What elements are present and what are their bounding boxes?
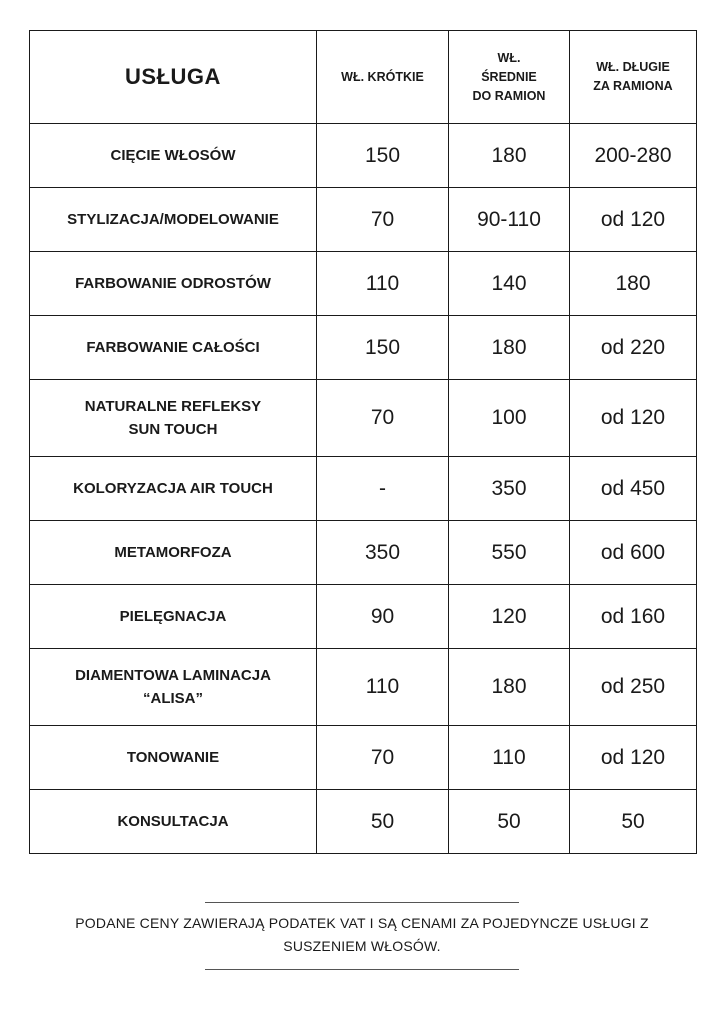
footer-divider-bottom xyxy=(205,969,519,970)
header-medium-line: ŚREDNIE xyxy=(481,69,537,84)
service-name xyxy=(30,521,317,585)
service-name xyxy=(30,252,317,316)
service-name-line: NATURALNE REFLEKSY xyxy=(84,398,262,415)
price-short: 70 xyxy=(317,188,449,252)
price-medium: 120 xyxy=(449,585,570,649)
service-name-line: STYLIZACJA/MODELOWANIE xyxy=(67,211,279,228)
price-long: od 220 xyxy=(570,316,697,380)
price-short: 350 xyxy=(317,521,449,585)
price-long: od 450 xyxy=(570,457,697,521)
table-header-row xyxy=(30,31,697,124)
service-name-line: FARBOWANIE CAŁOŚCI xyxy=(86,339,260,356)
service-name-line: SUN TOUCH xyxy=(128,421,218,438)
service-name xyxy=(30,316,317,380)
price-long: od 120 xyxy=(570,188,697,252)
price-long: od 250 xyxy=(570,649,697,726)
price-medium: 90-110 xyxy=(449,188,570,252)
price-long: 200-280 xyxy=(570,124,697,188)
service-name-line: KOLORYZACJA AIR TOUCH xyxy=(73,480,273,497)
table-row xyxy=(30,380,697,457)
price-short: 70 xyxy=(317,380,449,457)
service-name-line: CIĘCIE WŁOSÓW xyxy=(110,147,236,164)
table-row xyxy=(30,585,697,649)
price-medium: 50 xyxy=(449,790,570,854)
header-short-hair xyxy=(317,31,449,124)
header-medium-line: DO RAMION xyxy=(472,88,546,103)
service-name xyxy=(30,124,317,188)
table-row xyxy=(30,457,697,521)
price-short: 110 xyxy=(317,649,449,726)
price-short: - xyxy=(317,457,449,521)
price-long: od 600 xyxy=(570,521,697,585)
header-short-line: WŁ. KRÓTKIE xyxy=(341,69,424,84)
service-name-line: FARBOWANIE ODROSTÓW xyxy=(75,275,271,292)
service-name xyxy=(30,457,317,521)
price-short: 110 xyxy=(317,252,449,316)
table-row xyxy=(30,188,697,252)
price-medium: 550 xyxy=(449,521,570,585)
price-short: 150 xyxy=(317,124,449,188)
service-name-line: METAMORFOZA xyxy=(114,544,232,561)
price-long: 50 xyxy=(570,790,697,854)
service-name xyxy=(30,649,317,726)
price-medium: 180 xyxy=(449,124,570,188)
service-name-line: TONOWANIE xyxy=(126,749,220,766)
service-name-line: “ALISA” xyxy=(143,690,203,707)
service-name-line: DIAMENTOWA LAMINACJA xyxy=(75,667,271,684)
price-long: od 120 xyxy=(570,380,697,457)
table-row xyxy=(30,316,697,380)
price-short: 150 xyxy=(317,316,449,380)
table-row xyxy=(30,124,697,188)
price-table xyxy=(29,30,697,854)
service-name xyxy=(30,726,317,790)
footer-note-line: SUSZENIEM WŁOSÓW. xyxy=(283,938,441,954)
service-name xyxy=(30,585,317,649)
price-long: 180 xyxy=(570,252,697,316)
header-long-line: WŁ. DŁUGIE xyxy=(596,60,670,74)
service-name xyxy=(30,188,317,252)
price-medium: 110 xyxy=(449,726,570,790)
service-name xyxy=(30,790,317,854)
table-row xyxy=(30,252,697,316)
price-long: od 160 xyxy=(570,585,697,649)
header-long-line: ZA RAMIONA xyxy=(593,79,673,93)
service-name xyxy=(30,380,317,457)
service-name-line: PIELĘGNACJA xyxy=(119,608,227,625)
price-medium: 180 xyxy=(449,316,570,380)
table-row xyxy=(30,790,697,854)
footer-divider-top xyxy=(205,902,519,903)
price-medium: 140 xyxy=(449,252,570,316)
price-short: 50 xyxy=(317,790,449,854)
header-medium-line: WŁ. xyxy=(497,50,521,65)
table-row xyxy=(30,649,697,726)
price-short: 90 xyxy=(317,585,449,649)
price-medium: 100 xyxy=(449,380,570,457)
footer-note-line: PODANE CENY ZAWIERAJĄ PODATEK VAT I SĄ CENAMI ZA POJEDYNCZE USŁUGI Z xyxy=(75,915,649,931)
header-service: USŁUGA xyxy=(30,31,317,124)
footer-note xyxy=(20,912,704,958)
price-medium: 180 xyxy=(449,649,570,726)
header-medium-hair xyxy=(449,31,570,124)
service-name-line: KONSULTACJA xyxy=(117,813,229,830)
price-medium: 350 xyxy=(449,457,570,521)
table-row xyxy=(30,521,697,585)
price-long: od 120 xyxy=(570,726,697,790)
price-short: 70 xyxy=(317,726,449,790)
header-long-hair xyxy=(570,31,697,124)
table-row xyxy=(30,726,697,790)
